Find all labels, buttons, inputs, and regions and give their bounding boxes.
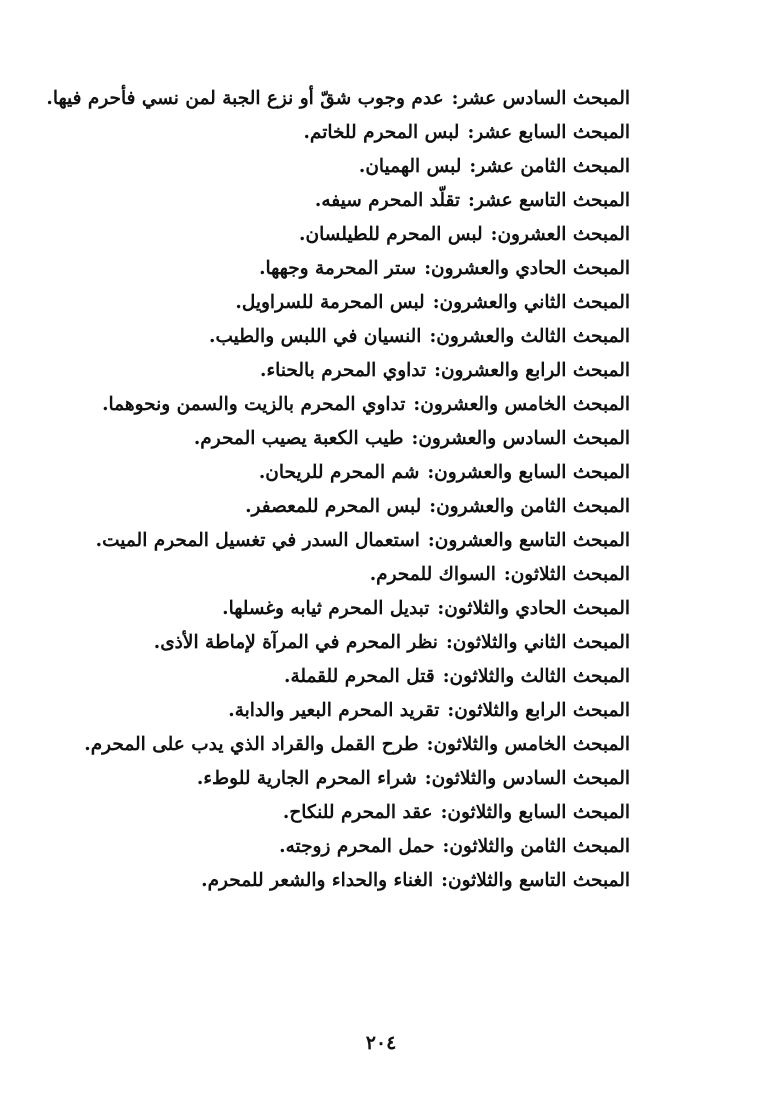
section-label: المبحث السادس والعشرون: bbox=[411, 428, 630, 449]
contents-entry bbox=[10, 524, 630, 558]
section-label: المبحث الثاني والعشرون: bbox=[432, 292, 630, 313]
section-title: طرح القمل والقراد الذي يدب على المحرم. bbox=[84, 734, 419, 755]
contents-entry bbox=[10, 320, 630, 354]
contents-entry bbox=[10, 626, 630, 660]
section-title: شم المحرم للريحان. bbox=[258, 462, 420, 483]
contents-entry bbox=[10, 830, 630, 864]
section-label: المبحث الثامن والثلاثون: bbox=[442, 836, 630, 857]
contents-entry bbox=[10, 490, 630, 524]
section-title: النسيان في اللبس والطيب. bbox=[209, 326, 422, 347]
section-label: المبحث الثامن عشر: bbox=[469, 156, 630, 177]
contents-entry bbox=[10, 184, 630, 218]
contents-entry bbox=[10, 456, 630, 490]
section-title: لبس الهميان. bbox=[358, 156, 462, 177]
contents-entry bbox=[10, 286, 630, 320]
contents-entry bbox=[10, 82, 630, 116]
section-label: المبحث الثامن والعشرون: bbox=[429, 496, 630, 517]
page-number: ٢٠٤ bbox=[365, 1032, 397, 1054]
contents-entry bbox=[10, 388, 630, 422]
section-label: المبحث الرابع والثلاثون: bbox=[447, 700, 630, 721]
section-label: المبحث السادس عشر: bbox=[451, 88, 630, 109]
section-label: المبحث العشرون: bbox=[490, 224, 630, 245]
section-label: المبحث الثالث والثلاثون: bbox=[442, 666, 630, 687]
contents-entry bbox=[10, 796, 630, 830]
section-label: المبحث السابع عشر: bbox=[467, 122, 630, 143]
section-title: شراء المحرم الجارية للوطء. bbox=[196, 768, 417, 789]
contents-entry bbox=[10, 592, 630, 626]
contents-entry bbox=[10, 728, 630, 762]
section-title: استعمال السدر في تغسيل المحرم الميت. bbox=[95, 530, 420, 551]
section-label: المبحث التاسع والثلاثون: bbox=[441, 870, 630, 891]
contents-entry bbox=[10, 116, 630, 150]
section-label: المبحث الثاني والثلاثون: bbox=[445, 632, 630, 653]
section-label: المبحث التاسع والعشرون: bbox=[427, 530, 630, 551]
contents-entry bbox=[10, 422, 630, 456]
section-label: المبحث الحادي والعشرون: bbox=[424, 258, 630, 279]
section-title: لبس المحرم للطيلسان. bbox=[299, 224, 483, 245]
contents-entry bbox=[10, 864, 630, 898]
section-label: المبحث الخامس والعشرون: bbox=[413, 394, 630, 415]
section-title: ستر المحرمة وجهها. bbox=[259, 258, 417, 279]
section-label: المبحث الرابع والعشرون: bbox=[434, 360, 630, 381]
contents-entry bbox=[10, 252, 630, 286]
section-title: تداوي المحرم بالحناء. bbox=[260, 360, 427, 381]
contents-entry bbox=[10, 354, 630, 388]
section-label: المبحث السادس والثلاثون: bbox=[424, 768, 630, 789]
section-title: قتل المحرم للقملة. bbox=[284, 666, 435, 687]
contents-entry bbox=[10, 218, 630, 252]
section-title: عقد المحرم للنكاح. bbox=[282, 802, 433, 823]
section-label: المبحث السابع والثلاثون: bbox=[440, 802, 630, 823]
contents-entry bbox=[10, 558, 630, 592]
section-title: الغناء والحداء والشعر للمحرم. bbox=[201, 870, 434, 891]
contents-entry bbox=[10, 660, 630, 694]
section-title: السواك للمحرم. bbox=[369, 564, 496, 585]
section-title: حمل المحرم زوجته. bbox=[279, 836, 435, 857]
section-title: تقريد المحرم البعير والدابة. bbox=[228, 700, 440, 721]
contents-entry bbox=[10, 694, 630, 728]
section-label: المبحث الثلاثون: bbox=[503, 564, 630, 585]
contents-list bbox=[10, 82, 630, 898]
section-label: المبحث السابع والعشرون: bbox=[427, 462, 630, 483]
section-label: المبحث التاسع عشر: bbox=[468, 190, 630, 211]
section-title: نظر المحرم في المرآة لإماطة الأذى. bbox=[153, 632, 438, 653]
section-title: طيب الكعبة يصيب المحرم. bbox=[193, 428, 404, 449]
section-label: المبحث الثالث والعشرون: bbox=[429, 326, 630, 347]
section-label: المبحث الحادي والثلاثون: bbox=[437, 598, 630, 619]
section-label: المبحث الخامس والثلاثون: bbox=[426, 734, 630, 755]
section-title: تداوي المحرم بالزيت والسمن ونحوهما. bbox=[102, 394, 406, 415]
contents-entry bbox=[10, 762, 630, 796]
section-title: تقلّد المحرم سيفه. bbox=[314, 190, 461, 211]
section-title: لبس المحرم للخاتم. bbox=[303, 122, 460, 143]
section-title: عدم وجوب شقّ أو نزع الجبة لمن نسي فأحرم فيها. bbox=[46, 88, 444, 109]
section-title: لبس المحرمة للسراويل. bbox=[235, 292, 425, 313]
section-title: تبديل المحرم ثيابه وغسلها. bbox=[222, 598, 430, 619]
contents-entry bbox=[10, 150, 630, 184]
section-title: لبس المحرم للمعصفر. bbox=[245, 496, 422, 517]
